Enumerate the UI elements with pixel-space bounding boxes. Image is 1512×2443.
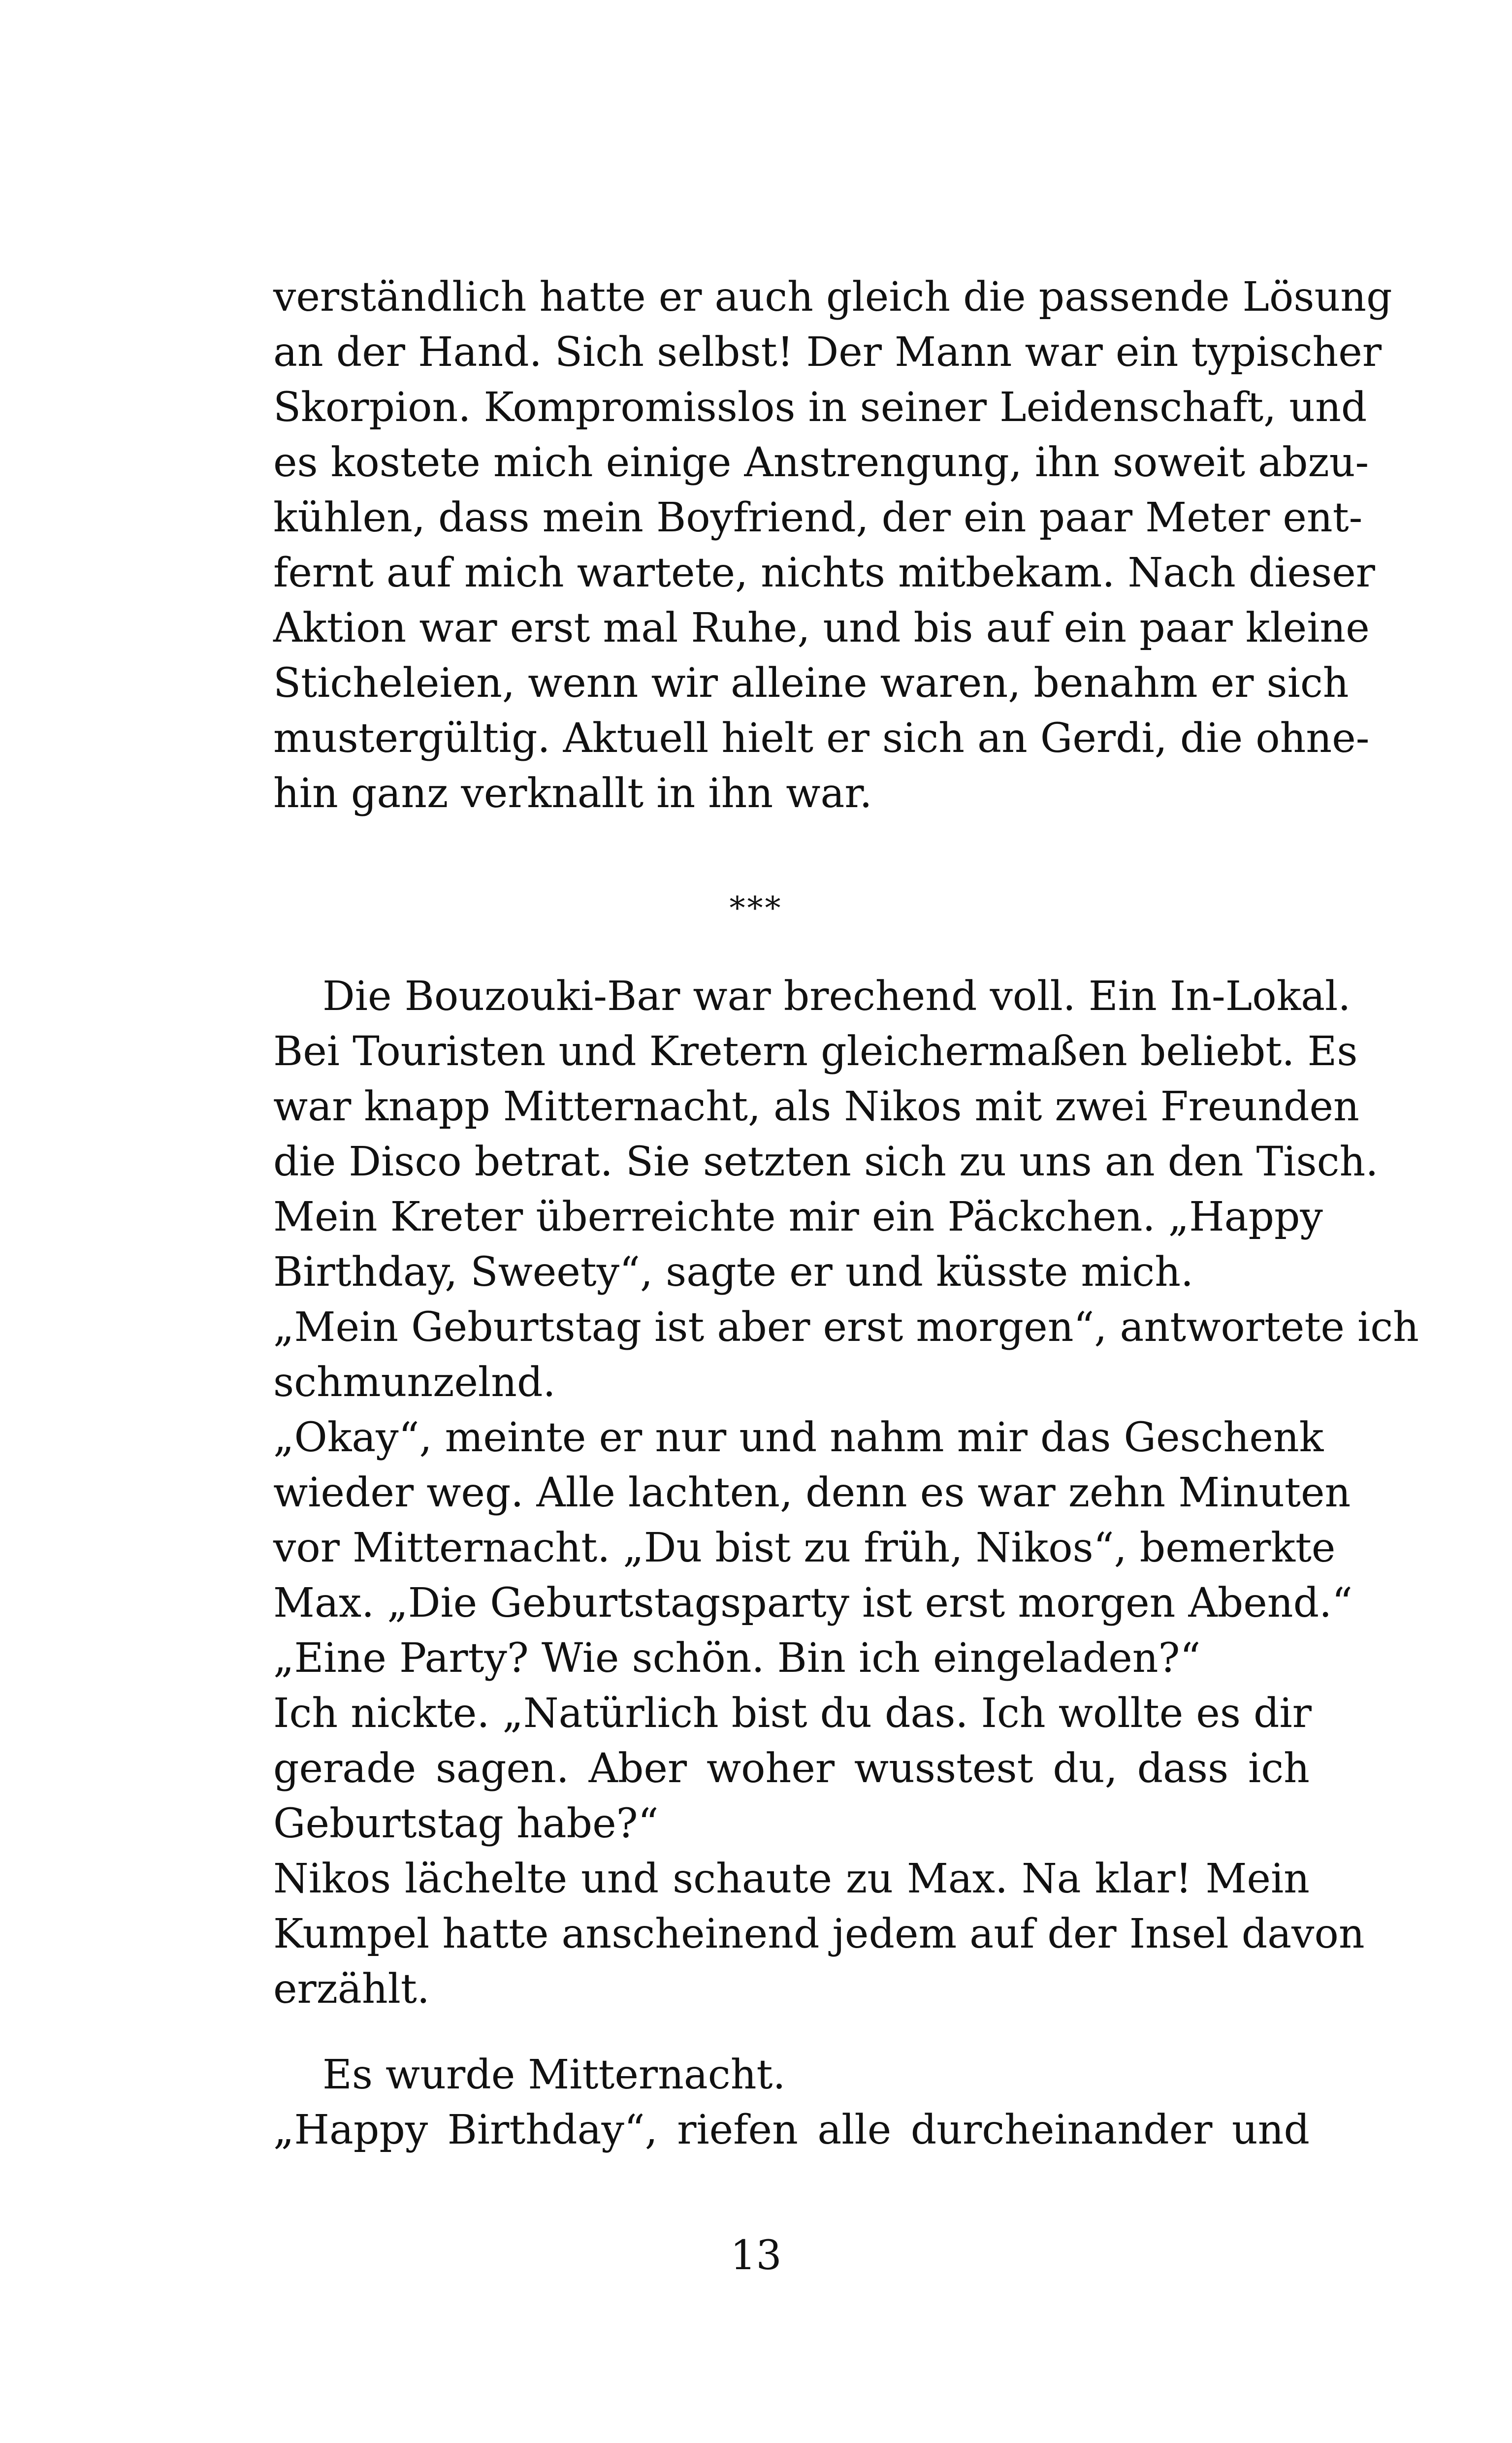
text-line: wieder weg. Alle lachten, denn es war zehn Minuten [273,1469,1351,1516]
text-line: Aktion war erst mal Ruhe, und bis auf ein paar kleine [273,605,1370,651]
text-line: die Disco betrat. Sie setzten sich zu uns an den Tisch. [273,1139,1379,1185]
text-line: gerade sagen. Aber woher wusstest du, dass ich [273,1745,1310,1792]
text-line: Es wurde Mitternacht. [322,2052,786,2098]
text-line: war knapp Mitternacht, als Nikos mit zwei Freunden [273,1083,1359,1130]
text-line: Kumpel hatte anscheinend jedem auf der Insel davon [273,1911,1365,1957]
text-line: „Happy Birthday“, riefen alle durcheinander und [273,2107,1310,2153]
text-line: kühlen, dass mein Boyfriend, der ein paar Meter ent- [273,494,1363,541]
text-line: Sticheleien, wenn wir alleine waren, benahm er sich [273,660,1349,707]
text-line: Max. „Die Geburtstagsparty ist erst morgen Abend.“ [273,1580,1353,1627]
text-line: erzählt. [273,1966,430,2013]
page-number: 13 [730,2232,782,2279]
text-line: schmunzelnd. [273,1359,556,1406]
text-line: Nikos lächelte und schaute zu Max. Na klar! Mein [273,1856,1310,1902]
text-line: Die Bouzouki-Bar war brechend voll. Ein In-Lokal. [322,973,1351,1020]
text-line: hin ganz verknallt in ihn war. [273,770,872,817]
text-line: „Eine Party? Wie schön. Bin ich eingeladen?“ [273,1635,1201,1682]
text-line: Mein Kreter überreichte mir ein Päckchen. „Happy [273,1194,1323,1240]
text-line: Geburtstag habe?“ [273,1800,659,1847]
text-line: „Mein Geburtstag ist aber erst morgen“, antwortete ich [273,1304,1419,1351]
text-line: verständlich hatte er auch gleich die passende Lösung [273,274,1392,321]
text-line: Bei Touristen und Kretern gleichermaßen beliebt. Es [273,1028,1358,1075]
body-text-block-3 [273,2048,1310,2158]
body-text-block-1 [273,270,1392,821]
text-line: fernt auf mich wartete, nichts mitbekam. Nach dieser [273,550,1375,596]
text-line: Skorpion. Kompromisslos in seiner Leidenschaft, und [273,384,1367,431]
text-line: Ich nickte. „Natürlich bist du das. Ich wollte es dir [273,1690,1312,1737]
text-line: mustergültig. Aktuell hielt er sich an Gerdi, die ohne- [273,715,1370,762]
text-line: „Okay“, meinte er nur und nahm mir das Geschenk [273,1414,1324,1461]
text-line: es kostete mich einige Anstrengung, ihn soweit abzu- [273,439,1369,486]
text-line: vor Mitternacht. „Du bist zu früh, Nikos“, bemerkte [273,1525,1336,1571]
text-line: an der Hand. Sich selbst! Der Mann war ein typischer [273,329,1382,376]
body-text-block-2 [273,969,1419,2017]
text-line: Birthday, Sweety“, sagte er und küsste mich. [273,1249,1194,1296]
section-separator: *** [729,890,783,927]
